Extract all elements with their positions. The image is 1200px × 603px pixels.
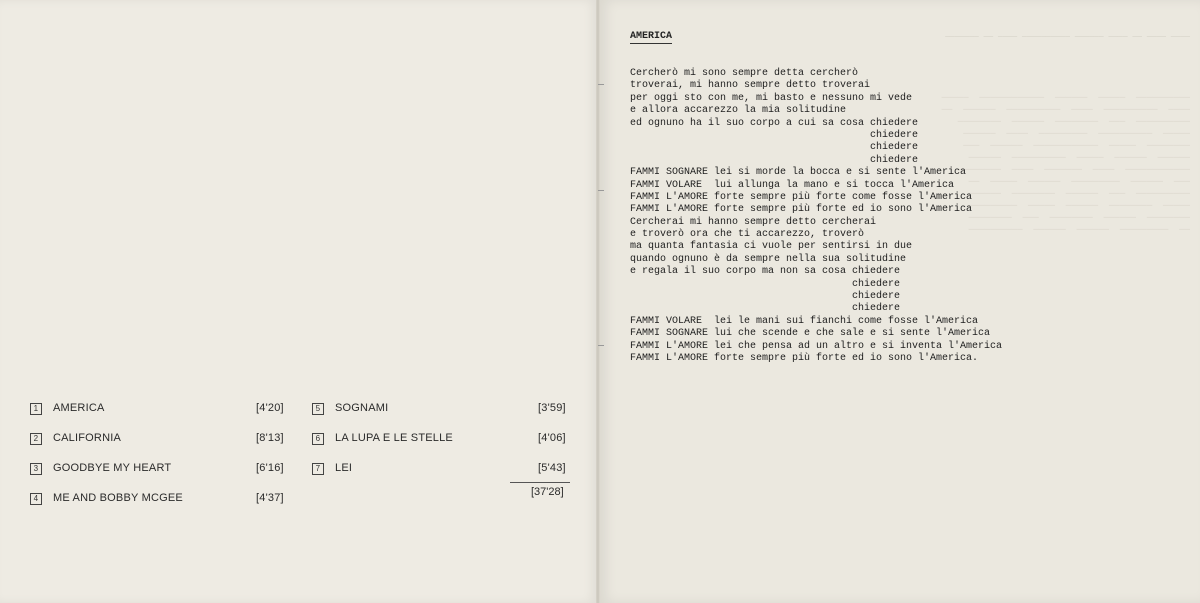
lyric-line: e regala il suo corpo ma non sa cosa chiedere: [630, 266, 901, 278]
lyric-line: per oggi sto con me, mi basto e nessuno mi vede: [630, 92, 913, 104]
show-through-header: ──── ──── ── ──── ────── ────────── ──── ── ───────: [945, 33, 1190, 42]
track-duration: [4'20]: [256, 402, 284, 414]
track-item: [30, 432, 290, 448]
lyric-line: FAMMI VOLARE lei le mani sui fianchi come fosse l'America: [630, 315, 979, 327]
lyric-line: chiedere: [630, 142, 919, 154]
track-number-box: 6: [312, 433, 324, 445]
track-title: GOODBYE MY HEART: [53, 462, 172, 474]
lyric-line: FAMMI L'AMORE forte sempre più forte come fosse l'America: [630, 191, 973, 203]
track-duration: [4'37]: [256, 492, 284, 504]
lyric-line: FAMMI L'AMORE lei che pensa ad un altro e si inventa l'America: [630, 340, 1003, 352]
lyric-line: chiedere: [630, 303, 901, 315]
show-through-text: ────────── ───── ────── ──────────── ───── ──── ────────── ──── ────────── ────── ── ────────── ─── ──────── ────── ──────── ───── ────────── ───────── ──── ────── ──────── ───── ──────────── ────── ─── ────── ────── ───── ────────── ────── ──────────── ──── ─────── ──── ──────── ─── ────── ───────── ────── ───── ── ────────── ─── ────── ──────── ────── ───── ──────── ────── ───── ───────── ──────── ────── ──────── ─── ──────── ── ───────── ────── ────── ──────────: [941, 93, 1190, 235]
track-item: [312, 402, 570, 418]
lyric-line: chiedere: [630, 154, 919, 166]
track-duration: [6'16]: [256, 462, 284, 474]
track-number-box: 3: [30, 463, 42, 475]
track-item: [312, 462, 570, 478]
staple-mark: [598, 345, 604, 346]
track-title: AMERICA: [53, 402, 105, 414]
track-title: LA LUPA E LE STELLE: [335, 432, 453, 444]
lyric-line: quando ognuno è da sempre nella sua solitudine: [630, 253, 907, 265]
lyric-line: chiedere: [630, 129, 919, 141]
lyric-line: Cercherò mi sono sempre detta cercherò: [630, 68, 859, 79]
track-number-box: 2: [30, 433, 42, 445]
lyric-line: troverai, mi hanno sempre detto troverai: [630, 80, 871, 92]
lyric-line: FAMMI SOGNARE lui che scende e che sale e si sente l'America: [630, 328, 991, 340]
track-duration: [4'06]: [538, 432, 566, 444]
lyric-line: e troverò ora che ti accarezzo, troverò: [630, 229, 865, 241]
track-duration: [8'13]: [256, 432, 284, 444]
track-item: [30, 492, 290, 508]
track-duration: [5'43]: [538, 462, 566, 474]
tracklist: [30, 400, 570, 520]
lyric-line: chiedere: [630, 291, 901, 303]
track-duration: [3'59]: [538, 402, 566, 414]
track-item: [30, 402, 290, 418]
lyric-line: FAMMI VOLARE lui allunga la mano e si tocca l'America: [630, 179, 955, 191]
staple-mark: [598, 190, 604, 191]
total-duration: [37'28]: [531, 486, 564, 498]
staple-mark: [598, 84, 604, 85]
track-title: ME AND BOBBY MCGEE: [53, 492, 183, 504]
track-number-box: 5: [312, 403, 324, 415]
lyric-line: ma quanta fantasia ci vuole per sentirsi in due: [630, 241, 913, 253]
lyric-line: FAMMI L'AMORE forte sempre più forte ed io sono l'America.: [630, 352, 979, 364]
lyric-line: e allora accarezzo la mia solitudine: [630, 105, 847, 117]
track-title: SOGNAMI: [335, 402, 389, 414]
lyrics-text: [630, 68, 1050, 365]
lyric-line: FAMMI SOGNARE lei si morde la bocca e si sente l'America: [630, 167, 967, 179]
lyric-line: Cercherai mi hanno sempre detto cercherai: [630, 216, 877, 228]
track-item: [312, 432, 570, 448]
track-number-box: 4: [30, 493, 42, 505]
lyrics-title: AMERICA: [630, 31, 673, 42]
booklet-spine: [596, 0, 600, 603]
lyric-line: ed ognuno ha il suo corpo a cui sa cosa chiedere: [630, 117, 919, 129]
total-divider: [510, 482, 570, 483]
lyric-line: FAMMI L'AMORE forte sempre più forte ed io sono l'America: [630, 204, 973, 216]
track-number-box: 1: [30, 403, 42, 415]
track-number-box: 7: [312, 463, 324, 475]
track-item: [30, 462, 290, 478]
track-title: CALIFORNIA: [53, 432, 122, 444]
lyric-line: chiedere: [630, 278, 901, 290]
track-title: LEI: [335, 462, 353, 474]
